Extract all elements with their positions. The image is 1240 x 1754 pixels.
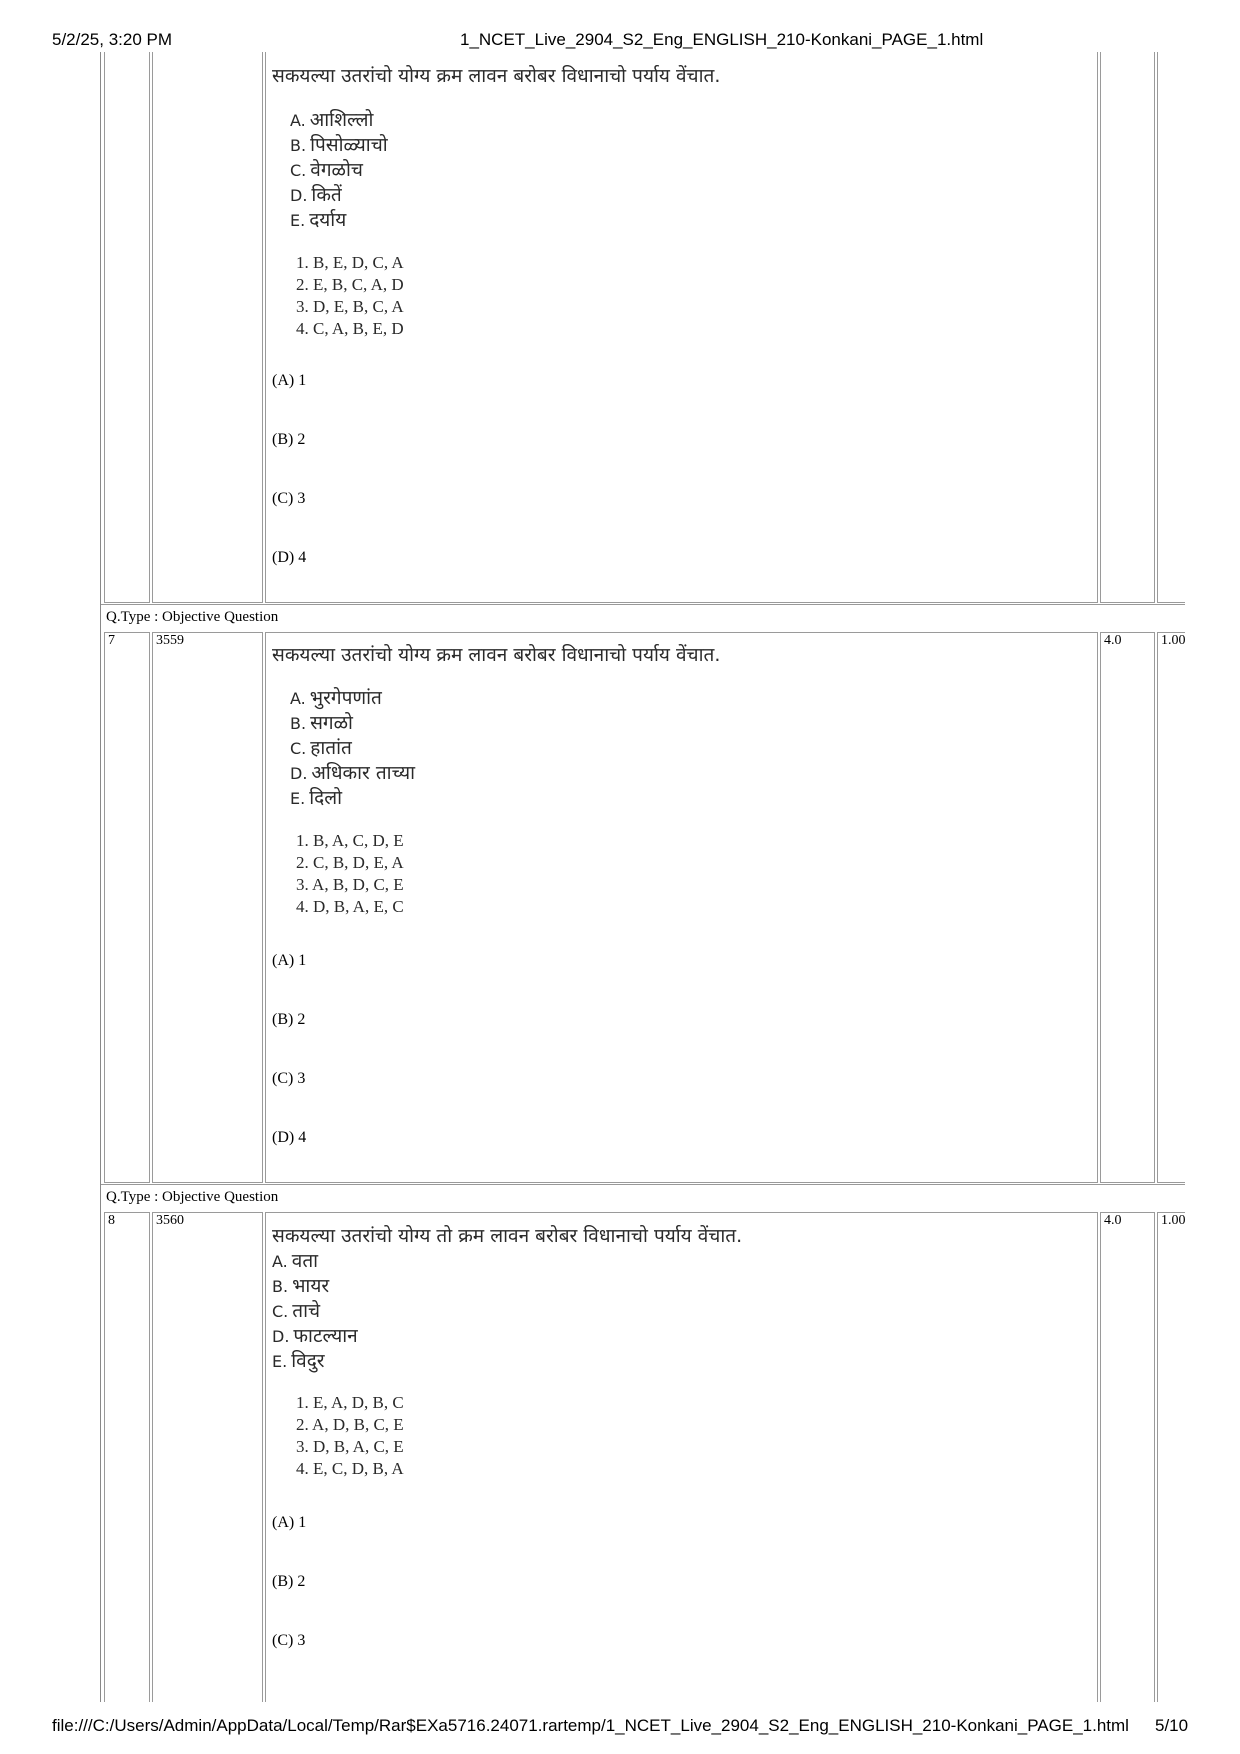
cell-negative — [1157, 632, 1185, 1183]
cell-number — [104, 1212, 150, 1702]
sequence-option: 3. A, B, D, C, E — [296, 875, 404, 894]
sequence-option: 3. D, B, A, C, E — [296, 1437, 404, 1456]
row-divider — [100, 604, 1185, 605]
sequence-option: 2. C, B, D, E, A — [296, 853, 404, 872]
sequence-option: 2. E, B, C, A, D — [296, 275, 404, 294]
answer-option-c[interactable]: (C) 3 — [272, 1070, 306, 1087]
sequence-option: 2. A, D, B, C, E — [296, 1415, 404, 1434]
print-datetime: 5/2/25, 3:20 PM — [52, 30, 173, 49]
answer-option-b[interactable]: (B) 2 — [272, 1011, 306, 1028]
row-divider — [100, 1184, 1185, 1185]
sequence-option: 1. B, E, D, C, A — [296, 253, 404, 272]
cell-negative — [1157, 1212, 1185, 1702]
item-e: E. दिलो — [290, 787, 343, 809]
print-title: 1_NCET_Live_2904_S2_Eng_ENGLISH_210-Konkani_PAGE_1.html — [460, 30, 984, 49]
question-text: सकयल्या उतरांचो योग्य तो क्रम लावन बरोबर विधानाचो पर्याय वेंचात. — [272, 1225, 743, 1247]
item-e: E. दर्याय — [290, 209, 347, 231]
item-e: E. विदुर — [272, 1350, 325, 1372]
print-file-path: file:///C:/Users/Admin/AppData/Local/Temp/Rar$EXa5716.24071.rartemp/1_NCET_Live_2904_S2_Eng_ENGLISH_210-Konkani_PAGE_1.html — [52, 1716, 1129, 1735]
item-c: C. ताचे — [272, 1300, 321, 1322]
item-b: B. सगळो — [290, 712, 353, 734]
item-b: B. पिसोळ्याचो — [290, 134, 388, 156]
question-number: 8 — [108, 1213, 115, 1228]
sequence-option: 4. E, C, D, B, A — [296, 1459, 404, 1478]
item-d: D. अधिकार ताच्या — [290, 762, 416, 784]
question-text: सकयल्या उतरांचो योग्य क्रम लावन बरोबर विधानाचो पर्याय वेंचात. — [272, 65, 721, 87]
sequence-option: 4. C, A, B, E, D — [296, 319, 404, 338]
answer-option-a[interactable]: (A) 1 — [272, 952, 307, 969]
item-c: C. हातांत — [290, 737, 352, 759]
print-page-number: 5/10 — [1155, 1716, 1189, 1735]
item-a: A. आशिल्लो — [290, 109, 374, 131]
sequence-option: 3. D, E, B, C, A — [296, 297, 404, 316]
item-d: D. फाटल्यान — [272, 1325, 358, 1347]
cell-marks — [1100, 632, 1155, 1183]
cell-number — [104, 52, 150, 603]
cell-id — [152, 632, 263, 1183]
question-id: 3560 — [156, 1213, 184, 1228]
item-a: A. भुरगेपणांत — [290, 687, 382, 709]
cell-negative — [1157, 52, 1185, 603]
sequence-option: 4. D, B, A, E, C — [296, 897, 404, 916]
sequence-option: 1. E, A, D, B, C — [296, 1393, 404, 1412]
item-c: C. वेगळोच — [290, 159, 363, 181]
cell-marks — [1100, 1212, 1155, 1702]
item-b: B. भायर — [272, 1275, 330, 1297]
answer-option-a[interactable]: (A) 1 — [272, 1514, 307, 1531]
marks-value: 4.0 — [1104, 633, 1122, 648]
cell-marks — [1100, 52, 1155, 603]
question-number: 7 — [108, 633, 115, 648]
answer-option-c[interactable]: (C) 3 — [272, 490, 306, 507]
answer-option-c[interactable]: (C) 3 — [272, 1632, 306, 1649]
answer-option-b[interactable]: (B) 2 — [272, 1573, 306, 1590]
item-a: A. वता — [272, 1250, 319, 1272]
cell-id — [152, 52, 263, 603]
sequence-option: 1. B, A, C, D, E — [296, 831, 404, 850]
marks-value: 4.0 — [1104, 1213, 1122, 1228]
cell-id — [152, 1212, 263, 1702]
cell-number — [104, 632, 150, 1183]
table-left-border — [100, 52, 101, 1702]
question-text: सकयल्या उतरांचो योग्य क्रम लावन बरोबर विधानाचो पर्याय वेंचात. — [272, 644, 721, 666]
question-id: 3559 — [156, 633, 184, 648]
answer-option-b[interactable]: (B) 2 — [272, 431, 306, 448]
negative-marks-value: 1.00 — [1161, 1213, 1185, 1228]
item-d: D. कितें — [290, 184, 342, 206]
answer-option-a[interactable]: (A) 1 — [272, 372, 307, 389]
answer-option-d[interactable]: (D) 4 — [272, 549, 307, 566]
answer-option-d[interactable]: (D) 4 — [272, 1129, 307, 1146]
negative-marks-value: 1.00 — [1161, 633, 1185, 648]
qtype-label: Q.Type : Objective Question — [106, 1189, 279, 1205]
qtype-label: Q.Type : Objective Question — [106, 609, 279, 625]
